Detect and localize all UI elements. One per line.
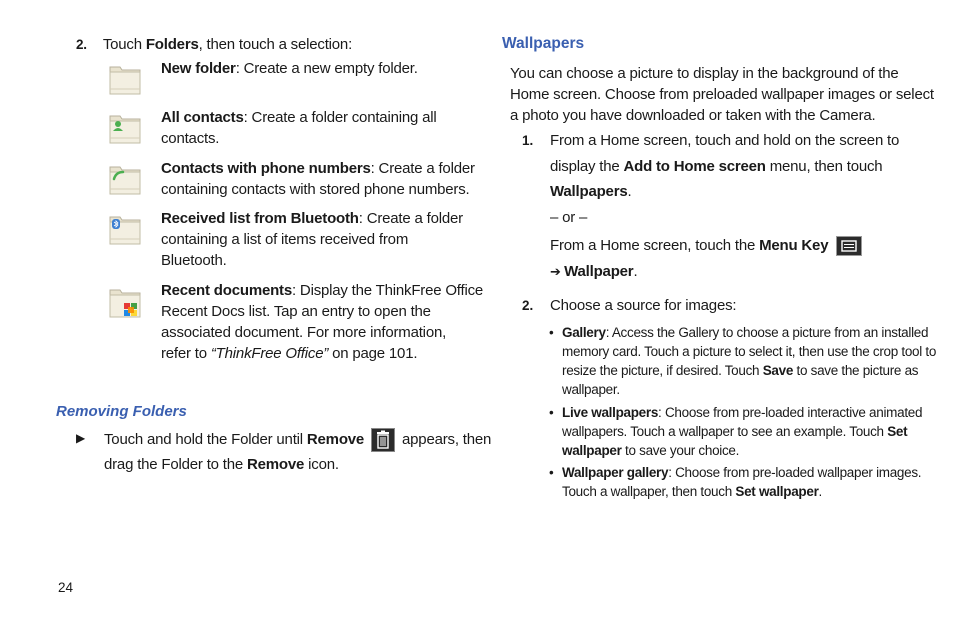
- bullet-text: to save your choice.: [621, 443, 740, 458]
- item-desc-line: Bluetooth.: [161, 252, 227, 269]
- intro-line: Home screen. Choose from preloaded wallpaper images or select: [510, 86, 934, 103]
- bullet-text: : Access the Gallery to choose a picture from an installed: [605, 325, 929, 340]
- bullet-dot: •: [549, 465, 554, 480]
- item-title: Received list from Bluetooth: [161, 210, 359, 227]
- item-title: Recent documents: [161, 282, 292, 299]
- recent-docs-folder-icon: [108, 286, 142, 320]
- bullet-dot: •: [549, 325, 554, 340]
- item-desc-line: refer to: [161, 345, 211, 362]
- step-number: 2.: [76, 37, 87, 52]
- removing-text: appears, then: [398, 430, 492, 448]
- item-desc: : Create a new empty folder.: [235, 60, 418, 77]
- bullet-text: wallpaper.: [562, 382, 620, 397]
- item-title: All contacts: [161, 109, 244, 126]
- item-new-folder: [161, 58, 418, 79]
- bullet-text: memory card. Touch a picture to select it, then use the crop tool to: [562, 344, 937, 359]
- item-recent-documents: [161, 280, 483, 364]
- step-2-line: [76, 34, 352, 55]
- step-number: 2.: [522, 298, 534, 313]
- bullet-live-wallpapers: [562, 403, 922, 460]
- removing-text: Touch and hold the Folder until: [104, 430, 307, 448]
- removing-folders-heading: Removing Folders: [56, 403, 187, 420]
- or-separator: – or –: [550, 209, 588, 226]
- step-1-line-5: [550, 261, 637, 282]
- contacts-folder-icon: [108, 112, 142, 146]
- item-desc: : Create a folder containing all: [243, 109, 437, 126]
- bullet-wallpaper-gallery: [562, 463, 921, 501]
- wallpaper-term: wallpaper: [562, 443, 622, 458]
- step-text: .: [633, 263, 638, 280]
- step-text: display the: [550, 158, 624, 175]
- page-number: 24: [58, 580, 74, 595]
- step-1-line-3: [550, 181, 631, 202]
- folders-term: Folders: [145, 36, 199, 53]
- bullet-text: resize the picture, if desired. Touch: [562, 363, 763, 378]
- item-title: Contacts with phone numbers: [161, 160, 371, 177]
- bullet-text: Touch a wallpaper, then touch: [562, 484, 736, 499]
- add-to-home-term: Add to Home screen: [623, 158, 766, 175]
- step-text: .: [627, 183, 632, 200]
- step-text-tail: , then touch a selection:: [198, 36, 353, 53]
- wallpaper-gallery-term: Wallpaper gallery: [562, 465, 669, 480]
- step-1-line-2: [550, 156, 882, 177]
- intro-line: a photo you have downloaded or taken with the Camera.: [510, 107, 876, 124]
- step-2-text: Choose a source for images:: [550, 297, 737, 314]
- removing-line-1: [104, 428, 491, 452]
- item-contacts-phone: [161, 158, 475, 200]
- set-wallpaper-term: Set wallpaper: [735, 484, 819, 499]
- bullet-text: to save the picture as: [793, 363, 919, 378]
- removing-line-2: [104, 454, 339, 475]
- item-desc-line: associated document. For more information,: [161, 324, 447, 341]
- removing-text: drag the Folder to the: [104, 456, 247, 473]
- step-text: menu, then touch: [765, 158, 883, 175]
- bullet-text: : Choose from pre-loaded wallpaper images.: [668, 465, 922, 480]
- step-text: Touch: [102, 36, 146, 53]
- removing-text: icon.: [304, 456, 339, 473]
- step-text: From a Home screen, touch the: [550, 237, 760, 254]
- bluetooth-folder-icon: [108, 213, 142, 247]
- item-desc: : Display the ThinkFree Office: [292, 282, 484, 299]
- wallpapers-term: Wallpapers: [550, 183, 628, 200]
- thinkfree-reference-link[interactable]: “ThinkFree Office”: [210, 345, 329, 362]
- wallpaper-term: Wallpaper: [564, 263, 634, 280]
- item-desc-line: on page 101.: [328, 345, 418, 362]
- wallpapers-heading: Wallpapers: [502, 35, 585, 52]
- item-bluetooth: [161, 208, 463, 271]
- gallery-term: Gallery: [562, 325, 606, 340]
- item-desc-line: Recent Docs list. Tap an entry to open the: [161, 303, 431, 320]
- set-term: Set: [887, 424, 908, 439]
- folder-icon: [108, 63, 142, 97]
- bullet-arrow-icon: ▶: [76, 431, 86, 445]
- item-desc: : Create a folder: [358, 210, 463, 227]
- step-1-line-1: From a Home screen, touch and hold on the screen to: [550, 132, 900, 149]
- bullet-text: .: [818, 484, 822, 499]
- bullet-text: : Choose from pre-loaded interactive animated: [658, 405, 923, 420]
- item-desc-line: containing contacts with stored phone numbers.: [161, 181, 470, 198]
- item-title: New folder: [161, 60, 236, 77]
- item-all-contacts: [161, 107, 437, 149]
- item-desc: : Create a folder: [370, 160, 475, 177]
- live-wallpapers-term: Live wallpapers: [562, 405, 659, 420]
- remove-term: Remove: [247, 456, 305, 473]
- bullet-dot: •: [549, 405, 554, 420]
- item-desc-line: containing a list of items received from: [161, 231, 409, 248]
- step-1-line-4: [550, 235, 862, 256]
- save-term: Save: [762, 363, 794, 378]
- arrow-right-icon: ➔: [550, 264, 565, 279]
- bullet-text: wallpapers. Touch a wallpaper to see an example. Touch: [562, 424, 888, 439]
- step-number: 1.: [522, 133, 534, 148]
- trash-icon: [371, 428, 395, 452]
- intro-line: You can choose a picture to display in the background of the: [510, 65, 899, 82]
- menu-key-term: Menu Key: [759, 237, 829, 254]
- bullet-gallery: [562, 323, 936, 399]
- wallpapers-intro: [510, 63, 934, 126]
- remove-term: Remove: [306, 430, 365, 448]
- phone-folder-icon: [108, 163, 142, 197]
- item-desc-line: contacts.: [161, 130, 220, 147]
- menu-key-icon: [836, 236, 862, 256]
